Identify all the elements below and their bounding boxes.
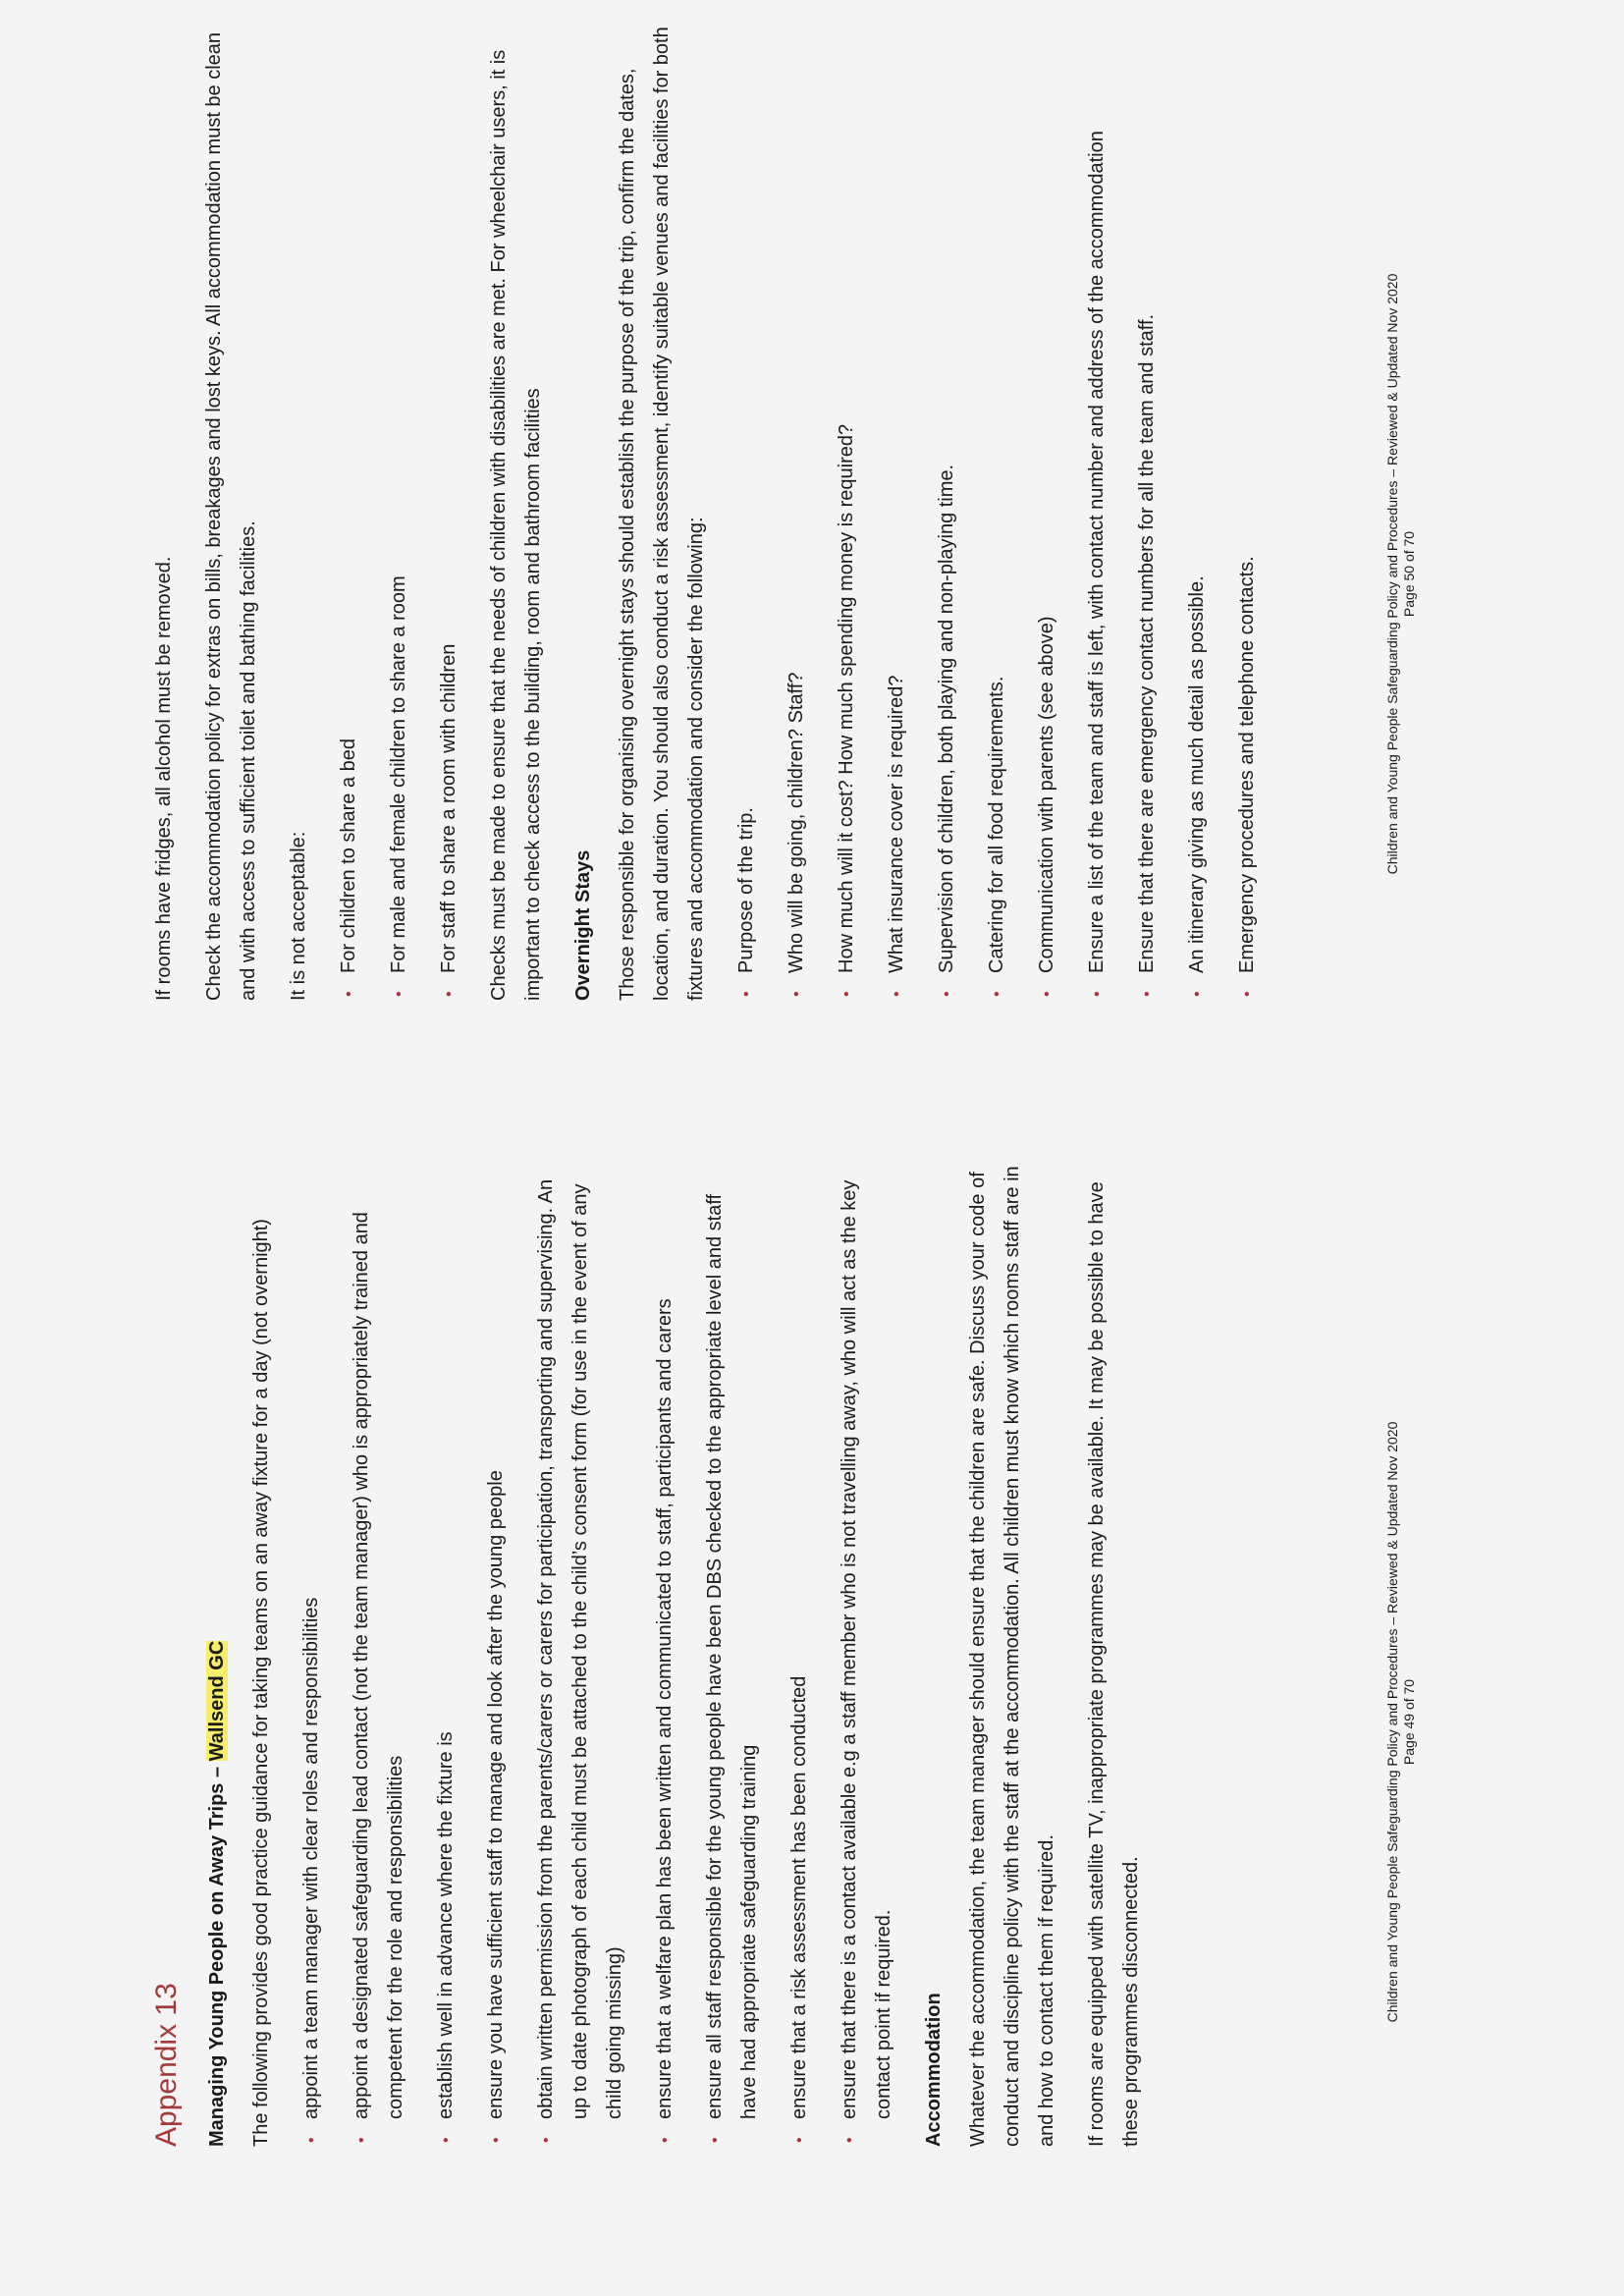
bullet-icon: •: [657, 2137, 674, 2143]
list-item: • For staff to share a room with children: [432, 19, 466, 1001]
bullet-icon: •: [791, 2137, 808, 2143]
list-item: • appoint a team manager with clear roles and responsibilities: [295, 1165, 329, 2147]
page-number: Page 49 of 70: [1401, 1678, 1417, 1766]
bullet-icon: •: [1139, 991, 1156, 997]
list-item: • What insurance cover is required?: [880, 19, 914, 1001]
accommodation-policy-paragraph: Check the accommodation policy for extras on bills, breakages and lost keys. All accommodation must be clean and with access to sufficient toilet and bathing facilities.: [203, 31, 259, 1001]
section-title: [200, 1165, 235, 2147]
not-acceptable-label: It is not acceptable:: [288, 831, 309, 1001]
list-item: • How much will it cost? How much spending money is required?: [830, 19, 864, 1001]
disabilities-paragraph: Checks must be made to ensure that the needs of children with disabilities are met. For wheelchair users, it is important to check access to the building, room and bathroom facilities: [488, 49, 544, 1001]
page-49-footer: [1384, 1148, 1418, 2296]
accommodation-heading: Accommodation: [923, 1993, 945, 2147]
page-50-footer: [1384, 0, 1418, 1148]
list-item: • Who will be going, children? Staff?: [780, 19, 814, 1001]
bullet-icon: •: [707, 2137, 724, 2143]
list-item: • For male and female children to share a room: [382, 19, 416, 1001]
bullet-icon: •: [538, 2137, 555, 2143]
page-49: [0, 1148, 1624, 2296]
page-50-content: [147, 19, 1280, 1001]
bullet-icon: •: [1039, 991, 1056, 997]
intro-paragraph: The following provides good practice guidance for taking teams on an away fixture for a day (not overnight): [250, 1219, 272, 2147]
club-name-highlight: Wallsend GC: [206, 1640, 228, 1762]
bullet-icon: •: [841, 2137, 858, 2143]
bullet-icon: •: [353, 2137, 370, 2143]
bullet-icon: •: [738, 991, 755, 997]
fridges-paragraph: If rooms have fridges, all alcohol must be removed.: [153, 556, 175, 1001]
bullet-icon: •: [839, 991, 855, 997]
guidance-list: [295, 1165, 901, 2147]
list-item: • An itinerary giving as much detail as possible.: [1180, 19, 1215, 1001]
bullet-icon: •: [391, 991, 407, 997]
bullet-icon: •: [303, 2137, 320, 2143]
accommodation-paragraph: Whatever the accommodation, the team manager should ensure that the children are safe. Discuss your code of conduct and discipline policy with the staff at the accommodation. All children must know which rooms staff are in and how to contact them if required.: [967, 1166, 1057, 2147]
satellite-tv-paragraph: If rooms are equipped with satellite TV, inappropriate programmes may be available. It may be possible to have these programmes disconnected.: [1086, 1181, 1142, 2147]
list-item: • Communication with parents (see above): [1030, 19, 1064, 1001]
bullet-icon: •: [788, 991, 805, 997]
bullet-icon: •: [1239, 991, 1256, 997]
footer-title: Children and Young People Safeguarding Policy and Procedures – Reviewed & Updated Nov 2020: [1384, 273, 1400, 875]
list-item: • obtain written permission from the parents/carers or carers for participation, transporting and supervising. An up to date photograph of each child must be attached to the child’s consent form (for use in the event of any child going missing): [529, 1165, 632, 2147]
list-item: • ensure that there is a contact available e.g a staff member who is not travelling away, who will act as the key contact point if required.: [833, 1165, 901, 2147]
list-item: • Ensure that there are emergency contact numbers for all the team and staff.: [1130, 19, 1164, 1001]
section-title-text: Managing Young People on Away Trips –: [206, 1761, 228, 2147]
list-item: • For children to share a bed: [332, 19, 366, 1001]
list-item: • appoint a designated safeguarding lead contact (not the team manager) who is appropriately trained and competent for the role and responsibilities: [345, 1165, 413, 2147]
list-item: • ensure that a risk assessment has been conducted: [783, 1165, 817, 2147]
list-item: • establish well in advance where the fixture is: [429, 1165, 463, 2147]
bullet-icon: •: [341, 991, 357, 997]
appendix-title: Appendix 13: [150, 1983, 183, 2147]
list-item: • Emergency procedures and telephone contacts.: [1230, 19, 1265, 1001]
page-number: Page 50 of 70: [1401, 530, 1417, 618]
list-item: • Purpose of the trip.: [730, 19, 764, 1001]
bullet-icon: •: [989, 991, 1005, 997]
overnight-heading: Overnight Stays: [572, 849, 594, 1001]
footer-title: Children and Young People Safeguarding Policy and Procedures – Reviewed & Updated Nov 2020: [1384, 1421, 1400, 2023]
list-item: • ensure all staff responsible for the young people have been DBS checked to the appropriate level and staff have had appropriate safeguarding training: [698, 1165, 767, 2147]
bullet-icon: •: [1089, 991, 1106, 997]
list-item: • Catering for all food requirements.: [980, 19, 1014, 1001]
list-item: • Ensure a list of the team and staff is left, with contact number and address of the accommodation: [1080, 19, 1114, 1001]
not-acceptable-list: [332, 19, 466, 1001]
overnight-list: [730, 19, 1265, 1001]
bullet-icon: •: [438, 2137, 455, 2143]
list-item: • ensure you have sufficient staff to manage and look after the young people: [479, 1165, 514, 2147]
bullet-icon: •: [889, 991, 905, 997]
bullet-icon: •: [441, 991, 458, 997]
list-item: • Supervision of children, both playing and non-playing time.: [930, 19, 964, 1001]
bullet-icon: •: [1189, 991, 1206, 997]
bullet-icon: •: [939, 991, 955, 997]
list-item: • ensure that a welfare plan has been written and communicated to staff, participants and carers: [648, 1165, 682, 2147]
page-49-content: [147, 1165, 1164, 2147]
overnight-intro: Those responsible for organising overnight stays should establish the purpose of the trip, confirm the dates, location, and duration. You should also conduct a risk assessment, identify suitable venues and facilities for both fixtures and accommodation and consider the following:: [617, 27, 707, 1001]
bullet-icon: •: [488, 2137, 505, 2143]
